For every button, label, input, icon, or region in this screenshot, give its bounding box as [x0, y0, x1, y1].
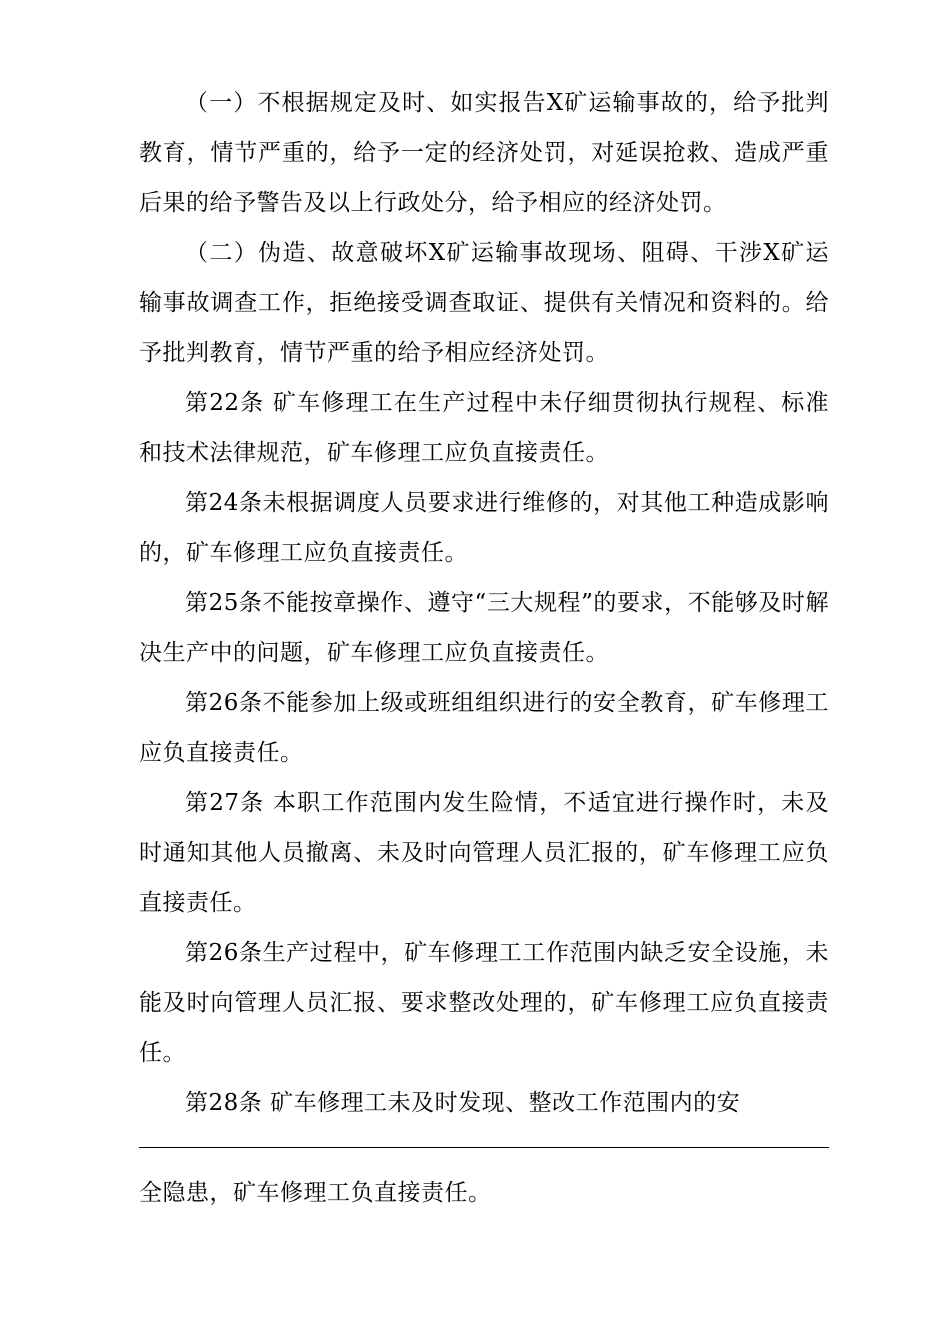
paragraph: 第25条不能按章操作、遵守“三大规程”的要求，不能够及时解决生产中的问题，矿车修理工应负直接责任。: [139, 590, 829, 666]
paragraph: 第24条未根据调度人员要求进行维修的，对其他工种造成影响的，矿车修理工应负直接责任。: [139, 490, 829, 566]
paragraph: （一）不根据规定及时、如实报告X矿运输事故的，给予批判教育，情节严重的，给予一定的经济处罚，对延误抢救、造成严重后果的给予警告及以上行政处分，给予相应的经济处罚。: [139, 90, 829, 216]
paragraph: 第26条生产过程中，矿车修理工工作范围内缺乏安全设施，未能及时向管理人员汇报、要求整改处理的，矿车修理工应负直接责任。: [139, 940, 829, 1066]
paragraph: 第26条不能参加上级或班组组织进行的安全教育，矿车修理工应负直接责任。: [139, 690, 829, 766]
paragraph: （二）伪造、故意破坏X矿运输事故现场、阻碍、干涉X矿运输事故调查工作，拒绝接受调查取证、提供有关情况和资料的。给予批判教育，情节严重的给予相应经济处罚。: [139, 240, 829, 366]
paragraph: 第28条 矿车修理工未及时发现、整改工作范围内的安: [185, 1090, 741, 1116]
paragraph: 第27条 本职工作范围内发生险情，不适宜进行操作时，未及时通知其他人员撤离、未及时向管理人员汇报的，矿车修理工应负直接责任。: [139, 790, 829, 916]
paragraph: 第22条 矿车修理工在生产过程中未仔细贯彻执行规程、标准和技术法律规范，矿车修理工应负直接责任。: [139, 390, 829, 466]
horizontal-divider: [139, 1147, 829, 1148]
document-body: [139, 78, 829, 1128]
footer-continuation-text: 全隐患，矿车修理工负直接责任。: [139, 1180, 492, 1206]
